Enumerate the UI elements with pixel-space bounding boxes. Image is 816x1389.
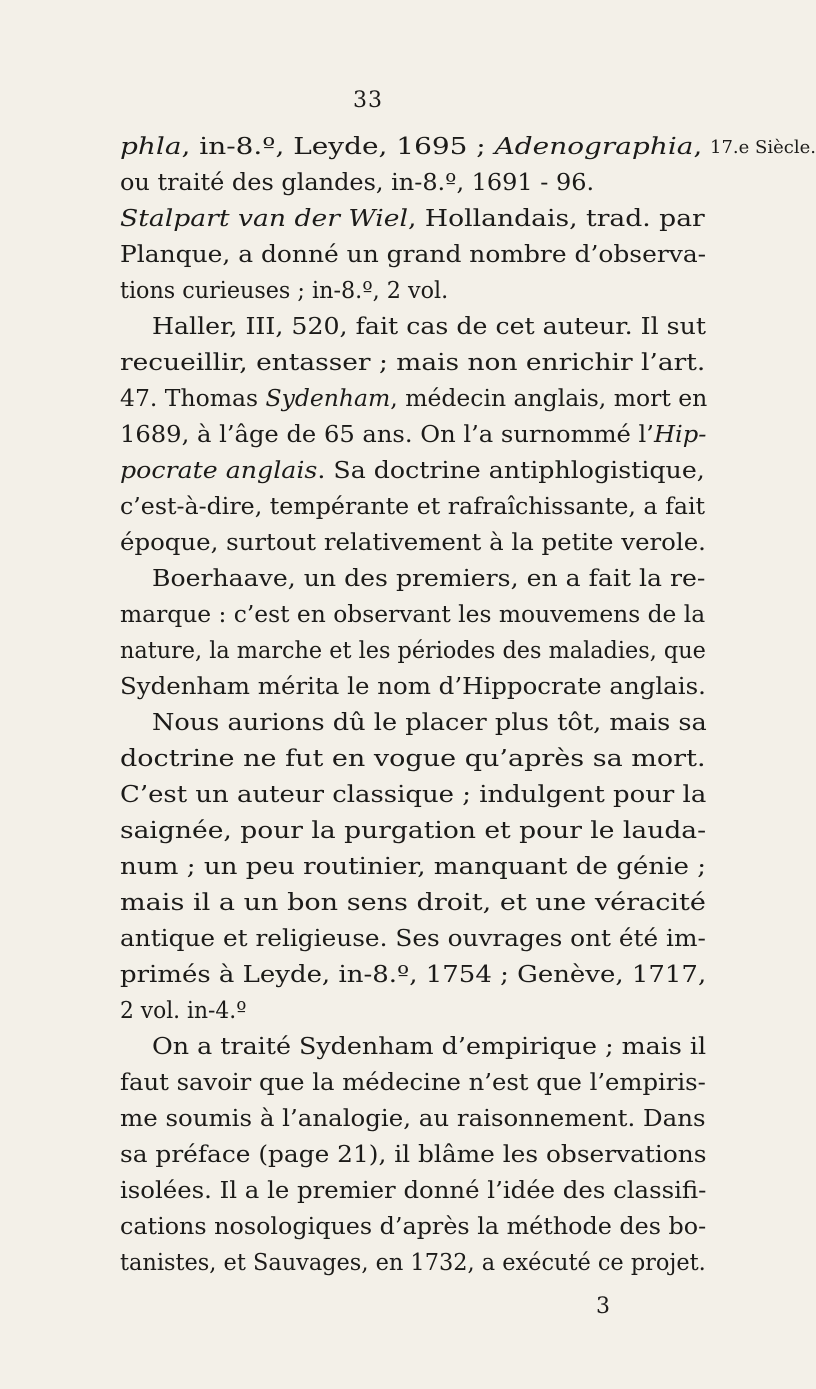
text-run: , [693,134,703,160]
text-run: , in-8.º, Leyde, 1695 ; [181,134,495,160]
text-run: Haller, III, 520, fait cas de cet auteur. Il sut [152,314,707,340]
text-line [120,852,706,882]
text-line [120,888,706,918]
text-run: 2 vol. in-4.º [120,998,247,1024]
text-line [120,1248,706,1278]
text-run: Planque, a donné un grand nombre d’observa- [120,242,707,268]
text-run: tions curieuses ; in-8.º, 2 vol. [120,278,449,304]
text-run: On a traité Sydenham d’empirique ; mais il [152,1034,707,1060]
page-number: 33 [353,88,383,113]
text-line [120,1104,706,1134]
text-run: num ; un peu routinier, manquant de génie ; [120,854,707,880]
text-line [120,168,594,198]
italic-text: Hip- [653,422,707,448]
text-line [120,492,705,522]
text-line [120,384,707,414]
text-run: ou traité des glandes, in-8.º, 1691 - 96. [120,170,595,196]
text-run: 1689, à l’âge de 65 ans. On l’a surnommé l’ [120,422,654,448]
text-line [120,420,706,450]
text-run: Nous aurions dû le placer plus tôt, mais sa [152,710,707,736]
text-run: marque : c’est en observant les mouvemens de la [120,602,706,628]
text-line [120,1212,706,1242]
text-run: Boerhaave, un des premiers, en a fait la re- [152,566,706,592]
text-line [120,204,705,234]
text-line [120,348,705,378]
text-run: nature, la marche et les périodes des maladies, que [120,638,706,664]
text-line [120,780,706,810]
text-run: isolées. Il a le premier donné l’idée des classifi- [120,1178,707,1204]
text-line [120,528,706,558]
italic-text: Adenographia [494,134,694,160]
text-line [120,672,706,702]
text-line [152,564,705,594]
margin-note: 17.e Siècle. [710,137,816,158]
text-run: 47. Thomas [120,386,266,412]
text-line [152,312,706,342]
text-line [120,636,706,666]
text-line [120,1140,707,1170]
text-run: cations nosologiques d’après la méthode des bo- [120,1214,707,1240]
text-run: recueillir, entasser ; mais non enrichir l’art. [120,350,706,376]
text-run: tanistes, et Sauvages, en 1732, a exécuté ce projet. [120,1250,706,1276]
text-line [120,744,706,774]
text-run: , médecin anglais, mort en [390,386,708,412]
text-run: mais il a un bon sens droit, et une véracité [120,890,706,916]
text-run: saignée, pour la purgation et pour le lauda- [120,818,707,844]
text-line [120,240,706,270]
italic-text: Stalpart van der Wiel [120,206,408,232]
text-run: antique et religieuse. Ses ouvrages ont été im- [120,926,706,952]
text-line [120,1176,706,1206]
text-run: faut savoir que la médecine n’est que l’empiris- [120,1070,706,1096]
text-line [120,1068,706,1098]
text-line [152,708,707,738]
italic-text: pocrate anglais [120,458,318,484]
text-run: c’est-à-dire, tempérante et rafraîchissante, a fait [120,494,706,520]
text-line [120,924,706,954]
text-run: me soumis à l’analogie, au raisonnement. Dans [120,1106,706,1132]
text-line [120,960,706,990]
text-line [120,996,246,1026]
text-line [152,1032,706,1062]
body-text [0,132,800,1332]
text-run: primés à Leyde, in-8.º, 1754 ; Genève, 1717, [120,962,707,988]
text-line [120,600,705,630]
text-run: Sydenham mérita le nom d’Hippocrate anglais. [120,674,706,700]
text-run: , Hollandais, trad. par [407,206,705,232]
text-line [120,276,448,306]
text-run: époque, surtout relativement à la petite verole. [120,530,706,556]
text-run: sa préface (page 21), il blâme les observations [120,1142,707,1168]
text-line [120,816,706,846]
catchword: 3 [596,1294,610,1319]
text-line [120,456,705,486]
italic-text: Sydenham [265,386,391,412]
italic-text: phla [120,134,182,160]
text-run: doctrine ne fut en vogue qu’après sa mort. [120,746,706,772]
text-run: . Sa doctrine antiphlogistique, [317,458,705,484]
text-line [120,132,702,162]
text-run: C’est un auteur classique ; indulgent pour la [120,782,707,808]
